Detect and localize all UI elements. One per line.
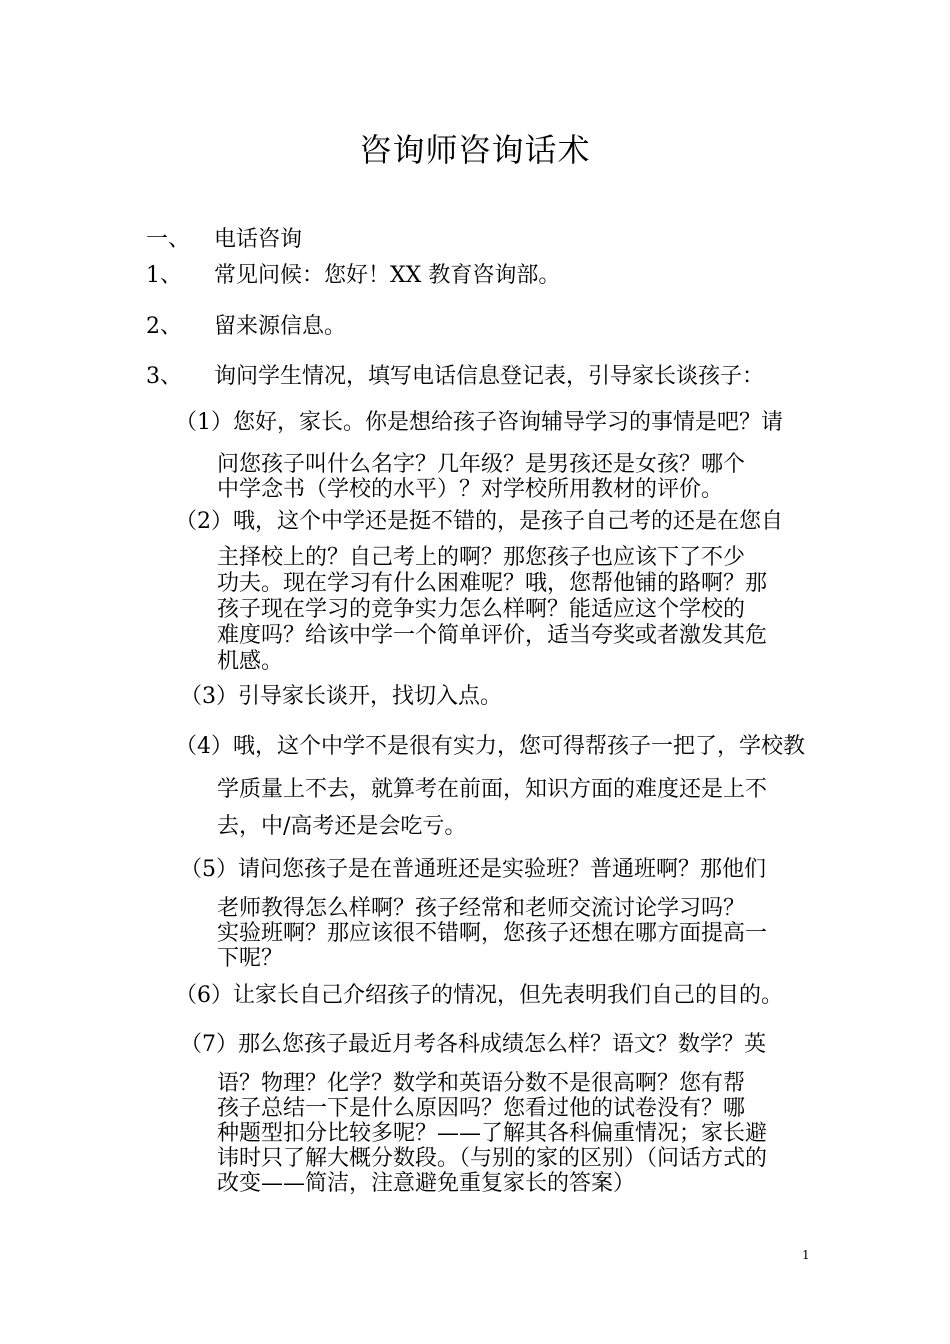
step-text: 留来源信息。 [214,314,347,339]
item-line: 中学念书（学校的水平）？对学校所用教材的评价。 [217,477,724,502]
step-number: 2、 [146,314,182,339]
item-first-line: （6）让家长自己介绍孩子的情况，但先表明我们自己的目的。 [175,983,783,1008]
item-first-line: （1）您好，家长。你是想给孩子咨询辅导学习的事情是吧？请 [175,410,783,435]
step-text: 常见问候：您好！XX 教育咨询部。 [214,263,561,288]
item-first-line: （2）哦，这个中学还是挺不错的，是孩子自己考的还是在您自 [175,509,783,534]
item-body [217,452,807,502]
item-body [217,771,807,845]
item-first-line: （5）请问您孩子是在普通班还是实验班？普通班啊？那他们 [180,857,766,882]
item-line: 种题型扣分比较多呢？——了解其各科偏重情况；家长避 [217,1121,768,1146]
item-line: 改变——简洁，注意避免重复家长的答案） [217,1171,636,1196]
item-first-line: （7）那么您孩子最近月考各科成绩怎么样？语文？数学？英 [180,1032,766,1057]
item-body [217,545,807,675]
item-line: 学质量上不去，就算考在前面，知识方面的难度还是上不 [217,777,768,802]
step-number: 3、 [146,364,182,389]
item-line: 实验班啊？那应该很不错啊，您孩子还想在哪方面提高一 [217,921,768,946]
item-line: 主择校上的？自己考上的啊？那您孩子也应该下了不少 [217,545,746,570]
page-number: 1 [802,1248,810,1262]
item-line: 孩子现在学习的竞争实力怎么样啊？能适应这个学校的 [217,597,746,622]
page-title: 咨询师咨询话术 [359,131,591,169]
item-line: 机感。 [217,649,284,674]
item-line: 下呢？ [217,946,284,971]
step-number: 1、 [146,263,182,288]
item-line: 去，中/高考还是会吃亏。 [217,814,467,839]
item-body [217,896,807,971]
item-line: 问您孩子叫什么名字？几年级？是男孩还是女孩？哪个 [217,452,746,477]
item-line: 语？物理？化学？数学和英语分数不是很高啊？您有帮 [217,1071,746,1096]
item-body [217,1071,807,1196]
section-heading: 电话咨询 [214,227,303,252]
item-first-line: （3）引导家长谈开，找切入点。 [180,684,502,709]
item-line: 讳时只了解大概分数段。（与别的家的区别）（问话方式的 [217,1146,768,1171]
item-line: 老师教得怎么样啊？孩子经常和老师交流讨论学习吗？ [217,896,746,921]
step-text: 询问学生情况，填写电话信息登记表，引导家长谈孩子： [214,364,765,389]
item-first-line: （4）哦，这个中学不是很有实力，您可得帮孩子一把了，学校教 [175,734,805,759]
section-number: 一、 [146,227,191,252]
item-line: 难度吗？给该中学一个简单评价，适当夸奖或者激发其危 [217,623,768,648]
item-line: 功夫。现在学习有什么困难呢？哦，您帮他铺的路啊？那 [217,571,768,596]
item-line: 孩子总结一下是什么原因吗？您看过他的试卷没有？哪 [217,1096,746,1121]
